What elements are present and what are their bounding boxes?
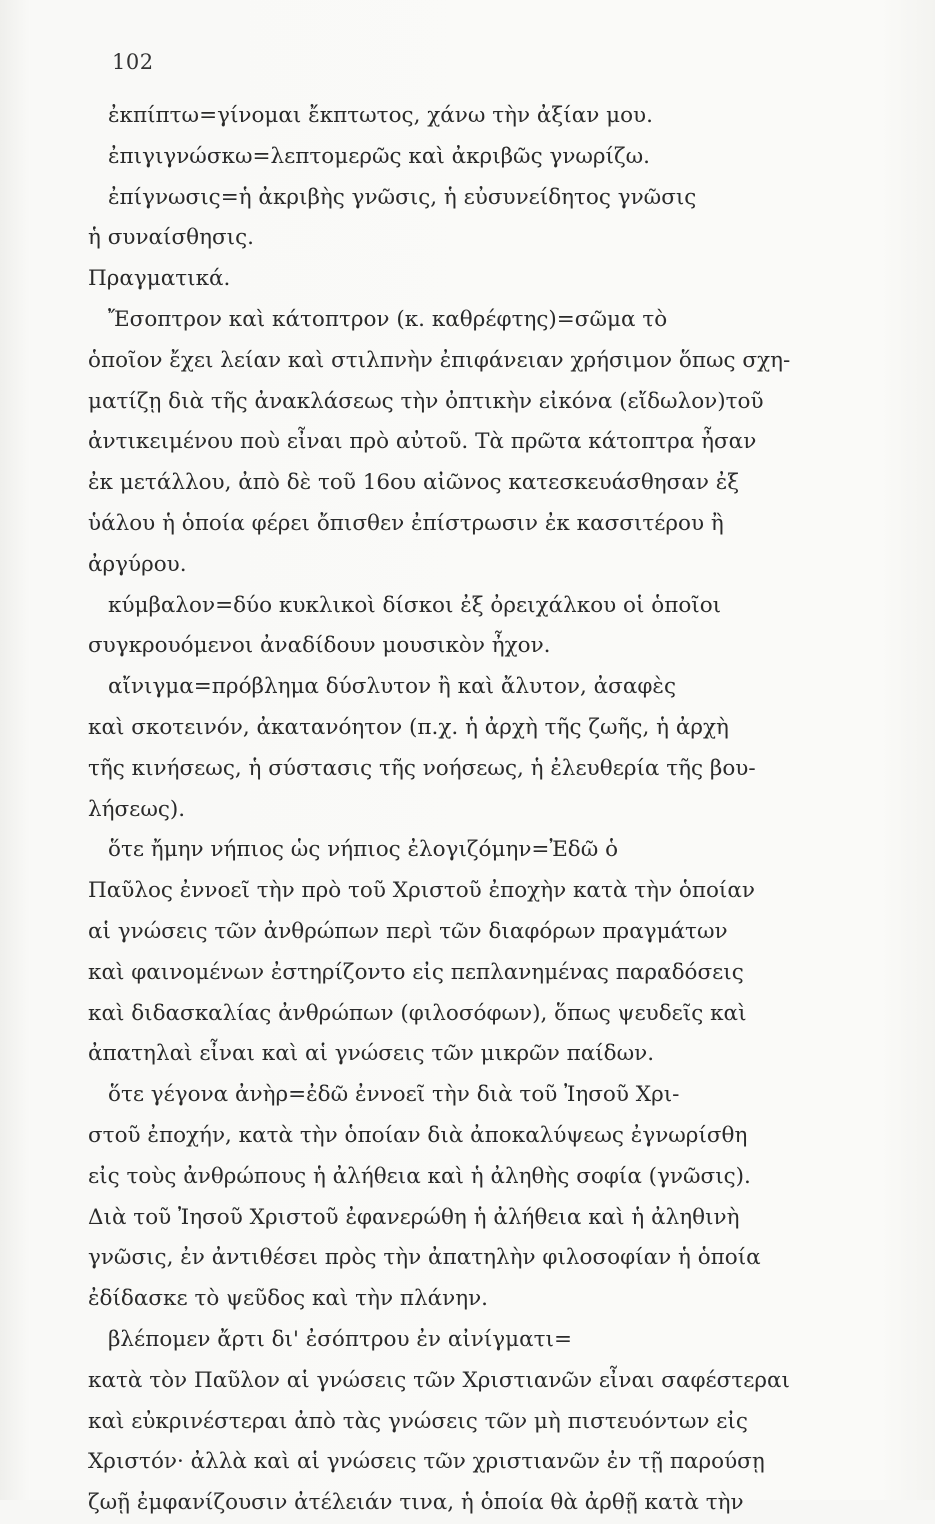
text-line: στοῦ ἐποχήν, κατὰ τὴν ὁποίαν διὰ ἀποκαλύψεως ἐγνωρίσθη [88,1122,748,1148]
text-line: ὁποῖον ἔχει λείαν καὶ στιλπνὴν ἐπιφάνειαν χρήσιμον ὅπως σχη- [88,347,791,373]
text-line: λήσεως). [88,796,186,822]
text-line: γνῶσις, ἐν ἀντιθέσει πρὸς τὴν ἀπατηλὴν φιλοσοφίαν ἡ ὁποία [88,1245,761,1271]
text-line: ἀντικειμένου ποὺ εἶναι πρὸ αὐτοῦ. Τὰ πρῶτα κάτοπτρα ἦσαν [88,429,757,455]
text-line: κύμβαλον=δύο κυκλικοὶ δίσκοι ἐξ ὀρειχάλκου οἱ ὁποῖοι [108,592,722,618]
text-line: αἴνιγμα=πρόβλημα δύσλυτον ἢ καὶ ἄλυτον, ἀσαφὲς [108,674,676,700]
text-line: καὶ διδασκαλίας ἀνθρώπων (φιλοσόφων), ὅπως ψευδεῖς καὶ [88,1000,747,1026]
text-line: τῆς κινήσεως, ἡ σύστασις τῆς νοήσεως, ἡ ἐλευθερία τῆς βου- [88,755,756,781]
text-line: εἰς τοὺς ἀνθρώπους ἡ ἀλήθεια καὶ ἡ ἀληθὴς σοφία (γνῶσις). [88,1163,751,1189]
text-line: βλέπομεν ἄρτι δι' ἐσόπτρου ἐν αἰνίγματι= [108,1326,572,1352]
text-line: Παῦλος ἐννοεῖ τὴν πρὸ τοῦ Χριστοῦ ἐποχὴν κατὰ τὴν ὁποίαν [88,878,755,904]
text-line: αἱ γνώσεις τῶν ἀνθρώπων περὶ τῶν διαφόρων πραγμάτων [88,918,728,944]
text-line: Ἔσοπτρον καὶ κάτοπτρον (κ. καθρέφτης)=σῶμα τὸ [108,306,668,332]
text-line: καὶ εὐκρινέστεραι ἀπὸ τὰς γνώσεις τῶν μὴ πιστευόντων εἰς [88,1408,748,1434]
text-line: κατὰ τὸν Παῦλον αἱ γνώσεις τῶν Χριστιανῶν εἶναι σαφέστεραι [88,1367,790,1393]
text-line: ὅτε ἤμην νήπιος ὡς νήπιος ἐλογιζόμην=Ἐδῶ ὁ [108,837,619,863]
text-line: ἐπιγιγνώσκω=λεπτομερῶς καὶ ἀκριβῶς γνωρίζω. [108,143,651,169]
text-line: ἡ συναίσθησις. [88,225,254,251]
text-line: συγκρουόμενοι ἀναδίδουν μουσικὸν ἦχον. [88,633,551,659]
text-line: ἀργύρου. [88,551,187,577]
text-line: ὅτε γέγονα ἀνὴρ=ἐδῶ ἐννοεῖ τὴν διὰ τοῦ Ἰησοῦ Χρι- [108,1082,680,1108]
body-text [88,96,888,1524]
text-line: ὑάλου ἡ ὁποία φέρει ὄπισθεν ἐπίστρωσιν ἐκ κασσιτέρου ἢ [88,510,724,536]
text-line: καὶ φαινομένων ἐστηρίζοντο εἰς πεπλανημένας παραδόσεις [88,959,744,985]
page-number: 102 [112,50,154,74]
text-line: Πραγματικά. [88,266,231,292]
text-line: ματίζῃ διὰ τῆς ἀνακλάσεως τὴν ὀπτικὴν εἰκόνα (εἴδωλον)τοῦ [88,388,764,414]
text-line: ἐπίγνωσις=ἡ ἀκριβὴς γνῶσις, ἡ εὐσυνείδητος γνῶσις [108,184,697,210]
text-line: Χριστόν· ἀλλὰ καὶ αἱ γνώσεις τῶν χριστιανῶν ἐν τῇ παρούσῃ [88,1449,765,1475]
text-line: ἐδίδασκε τὸ ψεῦδος καὶ τὴν πλάνην. [88,1286,488,1312]
text-line: Διὰ τοῦ Ἰησοῦ Χριστοῦ ἐφανερώθη ἡ ἀλήθεια καὶ ἡ ἀληθινὴ [88,1204,740,1230]
text-line: ἐκ μετάλλου, ἀπὸ δὲ τοῦ 16ου αἰῶνος κατεσκευάσθησαν ἐξ [88,470,740,496]
text-line: καὶ σκοτεινόν, ἀκατανόητον (π.χ. ἡ ἀρχὴ τῆς ζωῆς, ἡ ἀρχὴ [88,714,729,740]
text-line: ἀπατηλαὶ εἶναι καὶ αἱ γνώσεις τῶν μικρῶν παίδων. [88,1041,655,1067]
text-line: ζωῇ ἐμφανίζουσιν ἀτέλειάν τινα, ἡ ὁποία θὰ ἀρθῇ κατὰ τὴν [88,1490,744,1516]
text-line: ἐκπίπτω=γίνομαι ἔκπτωτος, χάνω τὴν ἀξίαν μου. [108,103,653,128]
